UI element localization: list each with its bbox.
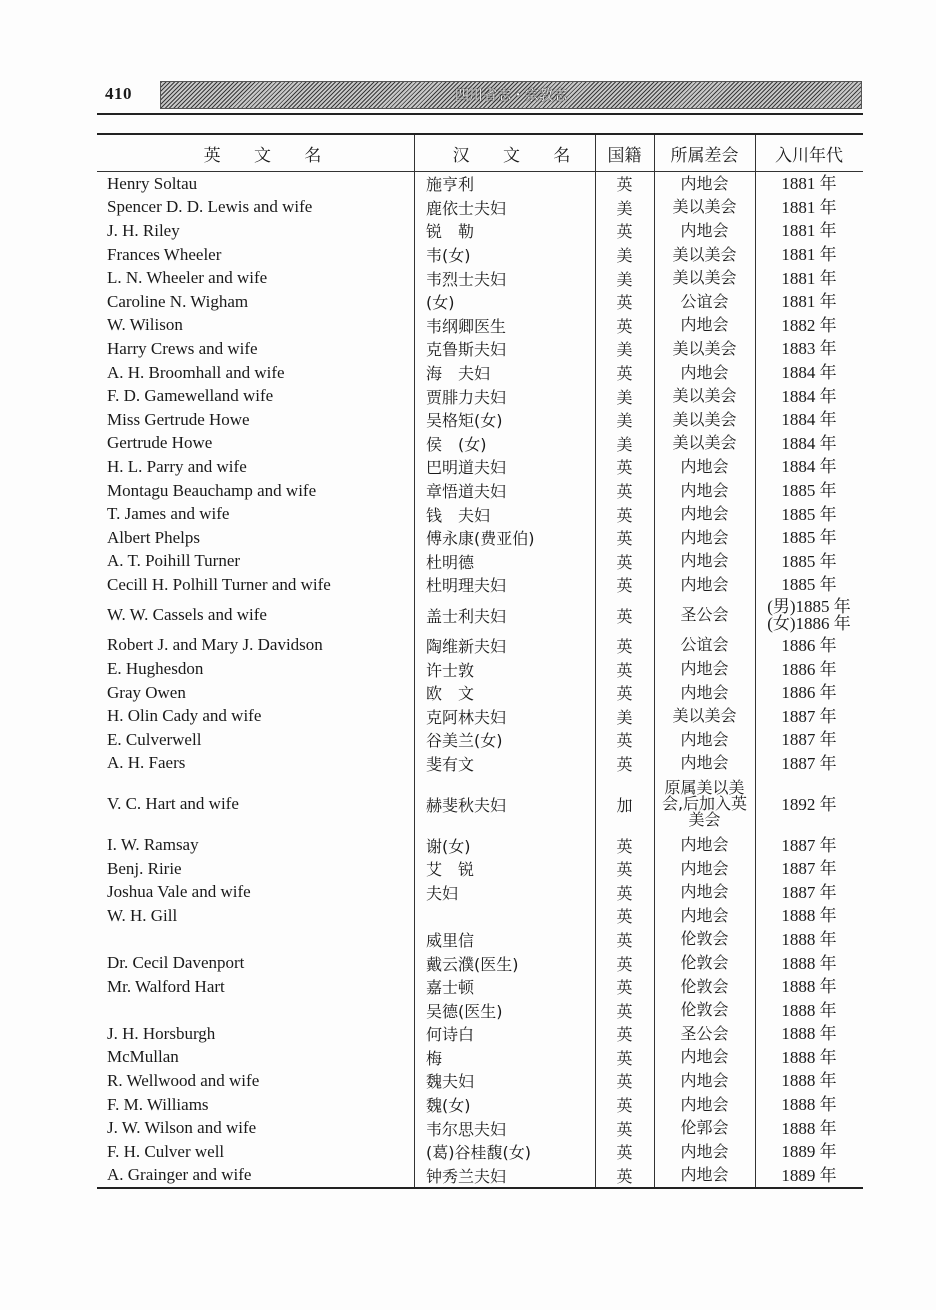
chinese-name-cell: 钱 夫妇	[426, 505, 491, 525]
chinese-name-cell: 许士敦	[426, 660, 475, 680]
nationality-cell: 英	[616, 860, 633, 880]
mission-cell: 内地会	[680, 682, 729, 702]
mission-cell: 美以美会	[672, 197, 737, 217]
year-entered-cell: 1881 年	[781, 174, 837, 194]
mission-cell: 美以美会	[672, 706, 737, 726]
chinese-name-cell: 海 夫妇	[426, 364, 491, 384]
column-divider	[755, 135, 756, 171]
english-name-cell: E. Hughesdon	[107, 659, 204, 679]
chinese-name-cell: 欧 文	[426, 684, 475, 704]
mission-cell: 内地会	[680, 173, 729, 193]
english-name-cell: W. Wilison	[107, 315, 183, 335]
mission-cell: 内地会	[680, 905, 729, 925]
mission-cell: 内地会	[680, 504, 729, 524]
mission-cell: 内地会	[680, 527, 729, 547]
english-name-cell: A. Grainger and wife	[107, 1165, 252, 1185]
table-row	[97, 857, 863, 881]
nationality-cell: 英	[616, 1001, 633, 1021]
year-entered-cell: 1884 年	[781, 410, 837, 430]
english-name-cell: A. H. Broomhall and wife	[107, 362, 285, 382]
english-name-cell: Caroline N. Wigham	[107, 291, 249, 311]
header-chinese-name: 汉 文 名	[452, 145, 585, 166]
nationality-cell: 英	[616, 576, 633, 596]
year-entered-cell: 1887 年	[781, 835, 837, 855]
table-row	[97, 728, 863, 752]
nationality-cell: 英	[616, 482, 633, 502]
nationality-cell: 英	[616, 1096, 633, 1116]
year-entered-cell: 1888 年	[781, 906, 837, 926]
nationality-cell: 英	[616, 907, 633, 927]
english-name-cell: Joshua Vale and wife	[107, 882, 251, 902]
english-name-cell: R. Wellwood and wife	[107, 1070, 260, 1090]
year-entered-cell: 1885 年	[781, 551, 837, 571]
nationality-cell: 英	[616, 222, 633, 242]
english-name-cell: H. L. Parry and wife	[107, 456, 247, 476]
table-row	[97, 1069, 863, 1093]
chinese-name-cell: 锐 勒	[426, 222, 475, 242]
nationality-cell: 英	[616, 930, 633, 950]
mission-cell: 美以美会	[672, 244, 737, 264]
chinese-name-cell: 韦纲卿医生	[426, 316, 507, 336]
english-name-cell: Dr. Cecil Davenport	[107, 953, 245, 973]
year-entered-cell: 1887 年	[781, 753, 837, 773]
chinese-name-cell: 韦烈士夫妇	[426, 269, 507, 289]
nationality-cell: 英	[616, 552, 633, 572]
year-entered-cell: 1886 年	[781, 659, 837, 679]
mission-cell: 圣公会	[680, 1023, 729, 1043]
nationality-cell: 美	[616, 434, 633, 454]
mission-cell: 内地会	[680, 753, 729, 773]
chinese-name-cell: 施亨利	[426, 175, 475, 195]
chinese-name-cell: 谷美兰(女)	[426, 731, 503, 751]
mission-cell: 美以美会	[672, 338, 737, 358]
nationality-cell: 英	[616, 1025, 633, 1045]
english-name-cell: Cecill H. Polhill Turner and wife	[107, 574, 331, 594]
year-entered-cell: 1888 年	[781, 1000, 837, 1020]
mission-cell: 内地会	[680, 220, 729, 240]
mission-cell: 内地会	[680, 858, 729, 878]
header-mission: 所属差会	[670, 145, 739, 166]
running-title: 四川省志・宗教志	[455, 88, 567, 104]
year-entered-cell: 1881 年	[781, 197, 837, 217]
english-name-cell: Montagu Beauchamp and wife	[107, 480, 317, 500]
table-row	[97, 880, 863, 904]
year-entered-cell: 1887 年	[781, 730, 837, 750]
nationality-cell: 美	[616, 198, 633, 218]
year-entered-cell: 1885 年	[781, 504, 837, 524]
page-number: 410	[105, 84, 132, 103]
nationality-cell: 英	[616, 1143, 633, 1163]
english-name-cell: A. H. Faers	[107, 753, 186, 773]
mission-cell: 伦敦会	[680, 929, 729, 949]
table-row	[97, 502, 863, 526]
year-entered-cell: 1881 年	[781, 245, 837, 265]
chinese-name-cell: 魏(女)	[426, 1096, 471, 1116]
nationality-cell: 英	[616, 458, 633, 478]
year-entered-cell: 1885 年	[781, 481, 837, 501]
english-name-cell	[107, 928, 412, 952]
table-row	[97, 775, 863, 833]
nationality-cell: 英	[616, 954, 633, 974]
table-row	[97, 172, 863, 196]
year-entered-cell: 1892 年	[781, 794, 837, 814]
chinese-name-cell: 钟秀兰夫妇	[426, 1166, 507, 1186]
nationality-cell: 英	[616, 978, 633, 998]
table-row	[97, 361, 863, 385]
year-entered-cell: 1887 年	[781, 882, 837, 902]
english-name-cell: Robert J. and Mary J. Davidson	[107, 635, 323, 655]
english-name-cell: V. C. Hart and wife	[107, 794, 239, 814]
english-name-cell: Benj. Ririe	[107, 858, 182, 878]
mission-cell: 内地会	[680, 1070, 729, 1090]
chinese-name-cell: 威里信	[426, 930, 475, 950]
mission-cell: 内地会	[680, 456, 729, 476]
column-divider	[654, 135, 655, 171]
chinese-name-cell: 艾 锐	[426, 860, 475, 880]
nationality-cell: 英	[616, 660, 633, 680]
year-entered-cell: (男)1885 年 (女)1886 年	[767, 597, 851, 634]
mission-cell: 内地会	[680, 362, 729, 382]
chinese-name-cell: 巴明道夫妇	[426, 458, 507, 478]
english-name-cell: Gray Owen	[107, 682, 186, 702]
table-row	[97, 975, 863, 999]
column-divider	[595, 135, 596, 171]
mission-cell: 内地会	[680, 551, 729, 571]
english-name-cell: W. W. Cassels and wife	[107, 605, 267, 625]
nationality-cell: 英	[616, 606, 633, 626]
english-name-cell: W. H. Gill	[107, 905, 178, 925]
english-name-cell: L. N. Wheeler and wife	[107, 268, 268, 288]
table-row	[97, 243, 863, 267]
year-entered-cell: 1888 年	[781, 953, 837, 973]
table-row	[97, 479, 863, 503]
nationality-cell: 加	[616, 795, 633, 815]
year-entered-cell: 1881 年	[781, 268, 837, 288]
header-rule	[97, 113, 863, 115]
year-entered-cell: 1888 年	[781, 1047, 837, 1067]
table-row	[97, 219, 863, 243]
mission-cell: 内地会	[680, 1047, 729, 1067]
nationality-cell: 英	[616, 175, 633, 195]
chinese-name-cell: 何诗白	[426, 1025, 475, 1045]
english-name-cell: J. H. Riley	[107, 220, 180, 240]
table-row	[97, 526, 863, 550]
table-row	[97, 266, 863, 290]
table-row	[97, 1093, 863, 1117]
chinese-name-cell: 贾腓力夫妇	[426, 387, 507, 407]
mission-cell: 内地会	[680, 659, 729, 679]
table-row	[97, 634, 863, 658]
table-row	[97, 833, 863, 857]
chinese-name-cell: 魏夫妇	[426, 1072, 475, 1092]
year-entered-cell: 1887 年	[781, 859, 837, 879]
year-entered-cell: 1889 年	[781, 1142, 837, 1162]
table-row	[97, 384, 863, 408]
table-row	[97, 704, 863, 728]
chinese-name-cell: 吴格矩(女)	[426, 411, 503, 431]
english-name-cell: J. H. Horsburgh	[107, 1023, 216, 1043]
english-name-cell: Harry Crews and wife	[107, 338, 258, 358]
mission-cell: 美以美会	[672, 433, 737, 453]
mission-cell: 伦敦会	[680, 976, 729, 996]
year-entered-cell: 1888 年	[781, 1118, 837, 1138]
table-row	[97, 432, 863, 456]
chinese-name-cell	[426, 904, 594, 928]
table-header	[97, 133, 863, 172]
nationality-cell: 英	[616, 364, 633, 384]
nationality-cell: 美	[616, 387, 633, 407]
mission-cell: 美以美会	[672, 268, 737, 288]
english-name-cell: Gertrude Howe	[107, 433, 213, 453]
mission-cell: 公谊会	[680, 291, 729, 311]
english-name-cell: A. T. Poihill Turner	[107, 551, 241, 571]
mission-cell: 美以美会	[672, 409, 737, 429]
year-entered-cell: 1888 年	[781, 977, 837, 997]
chinese-name-cell: 梅	[426, 1048, 443, 1068]
year-entered-cell: 1889 年	[781, 1165, 837, 1185]
table-row	[97, 1116, 863, 1140]
column-divider	[414, 135, 415, 171]
table-row	[97, 752, 863, 776]
mission-cell: 原属美以美会,后加入英美会	[661, 778, 748, 830]
mission-cell: 公谊会	[680, 635, 729, 655]
year-entered-cell: 1888 年	[781, 1024, 837, 1044]
table-row	[97, 314, 863, 338]
chinese-name-cell: 韦尔思夫妇	[426, 1119, 507, 1139]
table-row	[97, 998, 863, 1022]
chinese-name-cell: 傅永康(费亚伯)	[426, 529, 535, 549]
year-entered-cell: 1882 年	[781, 315, 837, 335]
mission-cell: 内地会	[680, 729, 729, 749]
header-year-entered: 入川年代	[775, 145, 843, 166]
nationality-cell: 英	[616, 505, 633, 525]
mission-cell: 伦敦会	[680, 1000, 729, 1020]
table-row	[97, 1022, 863, 1046]
chinese-name-cell: 杜明理夫妇	[426, 576, 507, 596]
english-name-cell	[107, 998, 412, 1022]
nationality-cell: 英	[616, 1119, 633, 1139]
year-entered-cell: 1886 年	[781, 635, 837, 655]
year-entered-cell: 1881 年	[781, 292, 837, 312]
header-nationality: 国籍	[607, 145, 642, 166]
year-entered-cell: 1887 年	[781, 706, 837, 726]
mission-cell: 内地会	[680, 882, 729, 902]
mission-cell: 内地会	[680, 315, 729, 335]
chinese-name-cell: 侯 (女)	[426, 434, 487, 454]
table-row	[97, 597, 863, 634]
mission-cell: 内地会	[680, 835, 729, 855]
english-name-cell: F. M. Williams	[107, 1094, 209, 1114]
missionary-table	[97, 133, 863, 1189]
table-row	[97, 1046, 863, 1070]
table-row	[97, 951, 863, 975]
english-name-cell: Albert Phelps	[107, 527, 201, 547]
mission-cell: 内地会	[680, 1165, 729, 1185]
table-row	[97, 681, 863, 705]
chinese-name-cell: 夫妇	[426, 883, 459, 903]
header-english-name: 英 文 名	[203, 145, 336, 166]
chinese-name-cell: 赫斐秋夫妇	[426, 795, 507, 815]
english-name-cell: F. D. Gamewelland wife	[107, 386, 274, 406]
chinese-name-cell: 克阿林夫妇	[426, 707, 507, 727]
year-entered-cell: 1885 年	[781, 528, 837, 548]
english-name-cell: Spencer D. D. Lewis and wife	[107, 197, 313, 217]
nationality-cell: 英	[616, 293, 633, 313]
mission-cell: 内地会	[680, 1094, 729, 1114]
year-entered-cell: 1888 年	[781, 1095, 837, 1115]
table-row	[97, 196, 863, 220]
mission-cell: 圣公会	[680, 605, 729, 625]
mission-cell: 伦敦会	[680, 953, 729, 973]
table-row	[97, 455, 863, 479]
year-entered-cell: 1883 年	[781, 339, 837, 359]
chinese-name-cell: 戴云濮(医生)	[426, 954, 519, 974]
table-row	[97, 290, 863, 314]
english-name-cell: J. W. Wilson and wife	[107, 1118, 257, 1138]
nationality-cell: 英	[616, 883, 633, 903]
mission-cell: 美以美会	[672, 386, 737, 406]
english-name-cell: Henry Soltau	[107, 173, 198, 193]
nationality-cell: 英	[616, 836, 633, 856]
table-row	[97, 550, 863, 574]
year-entered-cell: 1884 年	[781, 457, 837, 477]
chinese-name-cell: 嘉士顿	[426, 978, 475, 998]
table-row	[97, 408, 863, 432]
nationality-cell: 英	[616, 684, 633, 704]
table-row	[97, 1164, 863, 1188]
nationality-cell: 美	[616, 269, 633, 289]
chinese-name-cell: 韦(女)	[426, 246, 471, 266]
table-row	[97, 904, 863, 928]
mission-cell: 内地会	[680, 480, 729, 500]
chinese-name-cell: 吴德(医生)	[426, 1001, 503, 1021]
year-entered-cell: 1884 年	[781, 386, 837, 406]
nationality-cell: 英	[616, 1166, 633, 1186]
chinese-name-cell: 鹿依士夫妇	[426, 198, 507, 218]
table-row	[97, 928, 863, 952]
nationality-cell: 美	[616, 411, 633, 431]
chinese-name-cell: 陶维新夫妇	[426, 636, 507, 656]
english-name-cell: Mr. Walford Hart	[107, 976, 225, 996]
nationality-cell: 英	[616, 316, 633, 336]
chinese-name-cell: 谢(女)	[426, 836, 471, 856]
english-name-cell: Frances Wheeler	[107, 244, 222, 264]
year-entered-cell: 1888 年	[781, 929, 837, 949]
nationality-cell: 英	[616, 529, 633, 549]
mission-cell: 伦郭会	[680, 1118, 729, 1138]
english-name-cell: I. W. Ramsay	[107, 835, 199, 855]
running-header-banner	[160, 81, 862, 109]
english-name-cell: H. Olin Cady and wife	[107, 706, 262, 726]
table-row	[97, 337, 863, 361]
nationality-cell: 英	[616, 754, 633, 774]
nationality-cell: 英	[616, 731, 633, 751]
year-entered-cell: 1884 年	[781, 363, 837, 383]
english-name-cell: F. H. Culver well	[107, 1141, 225, 1161]
chinese-name-cell: 克鲁斯夫妇	[426, 340, 507, 360]
chinese-name-cell: (女)	[426, 293, 455, 313]
chinese-name-cell: 盖士利夫妇	[426, 606, 507, 626]
year-entered-cell: 1885 年	[781, 575, 837, 595]
chinese-name-cell: 章悟道夫妇	[426, 482, 507, 502]
table-row	[97, 573, 863, 597]
nationality-cell: 美	[616, 340, 633, 360]
english-name-cell: E. Culverwell	[107, 729, 202, 749]
chinese-name-cell: 斐有文	[426, 754, 475, 774]
english-name-cell: McMullan	[107, 1047, 179, 1067]
chinese-name-cell: (葛)谷桂馥(女)	[426, 1143, 531, 1163]
table-row	[97, 657, 863, 681]
year-entered-cell: 1886 年	[781, 683, 837, 703]
mission-cell: 内地会	[680, 574, 729, 594]
nationality-cell: 英	[616, 636, 633, 656]
mission-cell: 内地会	[680, 1141, 729, 1161]
english-name-cell: T. James and wife	[107, 504, 230, 524]
nationality-cell: 英	[616, 1072, 633, 1092]
nationality-cell: 美	[616, 707, 633, 727]
chinese-name-cell: 杜明德	[426, 552, 475, 572]
year-entered-cell: 1881 年	[781, 221, 837, 241]
year-entered-cell: 1888 年	[781, 1071, 837, 1091]
table-body	[97, 172, 863, 1189]
table-row	[97, 1140, 863, 1164]
nationality-cell: 美	[616, 246, 633, 266]
nationality-cell: 英	[616, 1048, 633, 1068]
english-name-cell: Miss Gertrude Howe	[107, 409, 250, 429]
year-entered-cell: 1884 年	[781, 433, 837, 453]
